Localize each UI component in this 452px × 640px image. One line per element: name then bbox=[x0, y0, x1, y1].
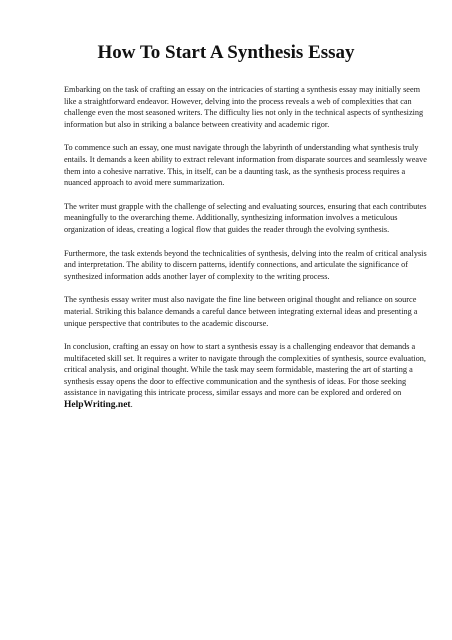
document-body bbox=[64, 84, 427, 424]
document-title: How To Start A Synthesis Essay bbox=[97, 42, 355, 63]
paragraph-balance: The synthesis essay writer must also navigate the fine line between original thought and reliance on source material. Striking this balance demands a careful dance between integrating external ideas and presenting a unique perspective that contributes to the academic discourse. bbox=[64, 295, 418, 328]
paragraph-critical-analysis: Furthermore, the task extends beyond the technicalities of synthesis, delving into the realm of critical analysis and interpretation. The ability to discern patterns, identify connections, and articulate the significance of synthesized information adds another layer of complexity to the writing process. bbox=[64, 248, 427, 281]
paragraph-commence: To commence such an essay, one must navigate through the labyrinth of understanding what synthesis truly entails. It demands a keen ability to extract relevant information from disparate sources and seamlessly weave them into a cohesive narrative. This, in itself, can be a daunting task, as the synthesis process requires a nuanced approach to avoid mere summarization. bbox=[64, 143, 427, 188]
paragraph-sources: The writer must grapple with the challenge of selecting and evaluating sources, ensuring that each contributes meaningfully to the overarching theme. Additionally, synthesizing information involves a meticulous organization of ideas, creating a logical flow that guides the reader through the evolving synthesis. bbox=[64, 201, 427, 234]
site-name: HelpWriting.net bbox=[64, 400, 131, 411]
paragraph-intro: Embarking on the task of crafting an essay on the intricacies of starting a synthesis essay may initially seem like a straightforward endeavor. However, delving into the process reveals a web of complexities that can challenge even the most seasoned writers. The difficulty lies not only in the technical aspects of synthesizing information but also in striking a balance between creativity and academic rigor. bbox=[64, 85, 424, 129]
paragraph-conclusion bbox=[64, 341, 427, 412]
conclusion-text: In conclusion, crafting an essay on how to start a synthesis essay is a challenging endeavor that demands a multifaceted skill set. It requires a writer to navigate through the complexities of synthesis, source evaluation, critical analysis, and original thought. While the task may seem formidable, mastering the art of starting a synthesis essay opens the door to effective communication and the synthesis of ideas. For those seeking assistance in navigating this intricate process, similar essays and more can be explored and ordered on bbox=[64, 342, 426, 398]
conclusion-end: . bbox=[130, 400, 133, 410]
